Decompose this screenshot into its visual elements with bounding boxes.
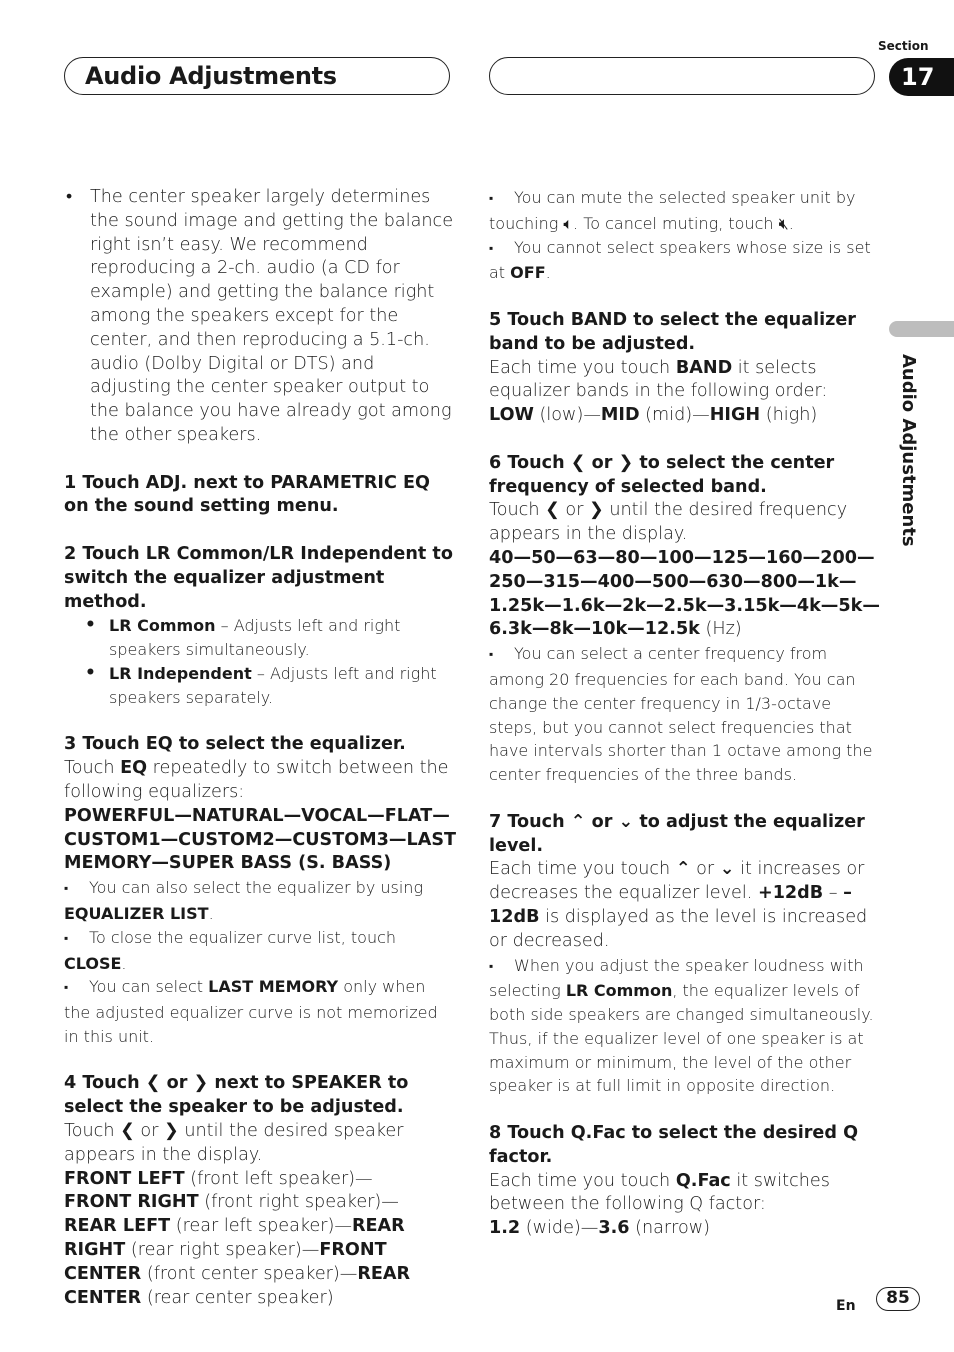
step-5: 5 Touch BAND to select the equalizer band to be adjusted. <box>489 309 856 354</box>
chevron-right-icon: ❯ <box>164 1121 179 1142</box>
note-off: ▪ You cannot select speakers whose size is set at OFF. <box>489 236 881 286</box>
q-factor-list: 1.2 (wide)—3.6 (narrow) <box>489 1218 711 1239</box>
speaker-muted-icon: 🔇︎ <box>778 213 789 233</box>
chevron-up-icon: ⌃ <box>675 859 691 880</box>
step-1: 1 Touch ADJ. next to PARAMETRIC EQ on the sound setting menu. <box>64 472 430 517</box>
note-last-memory: ▪ You can select LAST MEMORY only when the adjusted equalizer curve is not memorized in this unit. <box>64 975 456 1048</box>
chevron-left-icon: ❮ <box>120 1121 135 1142</box>
chevron-down-icon: ⌄ <box>719 859 735 880</box>
step-4: 4 Touch ❮ or ❯ next to SPEAKER to select the speaker to be adjusted. <box>64 1073 409 1118</box>
section-label: Section <box>878 39 929 53</box>
note-equalizer-list: ▪ You can also select the equalizer by using EQUALIZER LIST. <box>64 876 456 926</box>
page-title: Audio Adjustments <box>85 62 337 90</box>
speaker-icon: 🔈︎ <box>563 213 574 233</box>
step-2: 2 Touch LR Common/LR Independent to switch the equalizer adjustment method. <box>64 543 453 612</box>
note-close: ▪ To close the equalizer curve list, touch CLOSE. <box>64 926 456 976</box>
chevron-down-icon: ⌄ <box>618 811 634 832</box>
step-5-body: Each time you touch BAND it selects equalizer bands in the following order: <box>489 357 828 402</box>
side-tab-label: Audio Adjustments <box>898 354 919 547</box>
step-6-body: Touch ❮ or ❯ until the desired frequency appears in the display. <box>489 500 848 545</box>
page-number: 85 <box>876 1287 920 1311</box>
step-3: 3 Touch EQ to select the equalizer. <box>64 734 406 755</box>
chevron-up-icon: ⌃ <box>570 811 586 832</box>
step-8: 8 Touch Q.Fac to select the desired Q factor. <box>489 1123 859 1167</box>
intro-bullet: • The center speaker largely determines the sound image and getting the balance right isn’t easy. We recommend reproducing a 2-ch. audio (a CD for example) and getting the balance right among the speakers except for the center, and then reproducing a 5.1-ch. audio (Dolby Digital or DTS) and adjusting the center speaker output to the balance you have already got among the other speakers. <box>64 186 456 448</box>
band-order: LOW (low)—MID (mid)—HIGH (high) <box>489 405 818 426</box>
header-right-frame <box>489 57 875 95</box>
step-7-body: Each time you touch ⌃ or ⌄ it increases or decreases the equalizer level. +12dB – –12dB is displayed as the level is increased or decreased. <box>489 859 868 951</box>
chevron-right-icon: ❯ <box>618 452 634 473</box>
step-8-body: Each time you touch Q.Fac it switches between the following Q factor: <box>489 1170 830 1215</box>
note-lr-common: ▪ When you adjust the speaker loudness with selecting LR Common, the equalizer levels of both side speakers are changed simultaneously. Thus, if the equalizer level of one speaker is at maximum or minimum, the level of the other speaker is at full limit in opposite direction. <box>489 954 881 1099</box>
step-3-body: Touch EQ repeatedly to switch between the following equalizers: <box>64 758 449 802</box>
step-7: 7 Touch ⌃ or ⌄ to adjust the equalizer level. <box>489 811 865 856</box>
side-tab-bar <box>889 321 954 337</box>
note-mute: ▪ You can mute the selected speaker unit by touching 🔈︎. To cancel muting, touch 🔇︎. <box>489 186 881 236</box>
footer-language: En <box>836 1298 856 1314</box>
step-6: 6 Touch ❮ or ❯ to select the center frequency of selected band. <box>489 452 835 497</box>
right-column <box>489 186 881 1241</box>
chevron-left-icon: ❮ <box>145 1073 161 1094</box>
frequency-list: 40—50—63—80—100—125—160—200—250—315—400—500—630—800—1k—1.25k—1.6k—2k—2.5k—3.15k—4k—5k—6.3k—8k—10k—12.5k (Hz) <box>489 547 880 640</box>
section-number-tab: 17 <box>889 58 954 96</box>
chevron-left-icon: ❮ <box>570 452 586 473</box>
speaker-list: FRONT LEFT (front left speaker)— FRONT RIGHT (front right speaker)— REAR LEFT (rear left speaker)—REAR RIGHT (rear right speaker)—FRONT CENTER (front center speaker)—REAR CENTER (rear center speaker) <box>64 1168 411 1308</box>
chevron-right-icon: ❯ <box>589 500 604 521</box>
left-column <box>64 186 456 1310</box>
lr-independent-item: • LR Independent – Adjusts left and right speakers separately. <box>64 662 456 710</box>
header-title-frame <box>64 57 450 95</box>
chevron-right-icon: ❯ <box>193 1073 209 1094</box>
chevron-left-icon: ❮ <box>545 500 560 521</box>
equalizer-list: POWERFUL—NATURAL—VOCAL—FLAT—CUSTOM1—CUSTOM2—CUSTOM3—LAST MEMORY—SUPER BASS (S. BASS) <box>64 805 457 874</box>
note-frequency: ▪ You can select a center frequency from among 20 frequencies for each band. You can change the center frequency in 1/3-octave steps, but you cannot select frequencies that have intervals shorter than 1 octave among the center frequencies of the three bands. <box>489 642 881 787</box>
lr-common-item: • LR Common – Adjusts left and right speakers simultaneously. <box>64 614 456 662</box>
step-4-body: Touch ❮ or ❯ until the desired speaker appears in the display. <box>64 1121 404 1165</box>
